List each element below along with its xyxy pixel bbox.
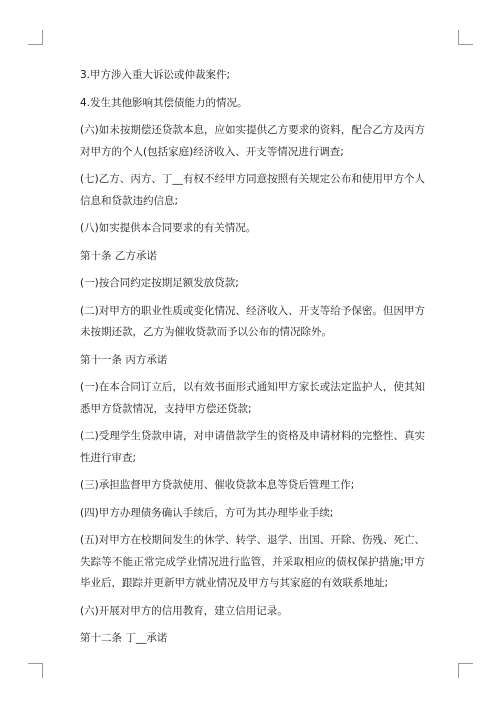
crop-mark-bottom-right	[458, 663, 473, 678]
article-11-clause-2: (二)受理学生贷款申请，对申请借款学生的资格及申请材料的完整性、真实性进行审查;	[80, 430, 425, 464]
paragraph-item-3: 3.甲方涉入重大诉讼或仲裁案件;	[80, 69, 231, 81]
article-10-heading: 第十条 乙方承诺	[80, 249, 157, 262]
article-11-heading: 第十一条 丙方承诺	[80, 353, 168, 366]
article-11-clause-6: (六)开展对甲方的信用教育，建立信用记录。	[80, 604, 288, 617]
article-12-heading: 第十二条 丁__承诺	[80, 632, 168, 644]
crop-mark-top-left	[28, 30, 43, 45]
article-11-clause-1: (一)在本合同订立后，以有效书面形式通知甲方家长或法定监护人，使其知悉甲方贷款情况，支持甲方偿还贷款;	[80, 381, 425, 415]
document-body	[80, 65, 425, 656]
crop-mark-bottom-left	[28, 663, 43, 678]
article-11-clause-3: (三)承担监督甲方贷款使用、催收贷款本息等贷后管理工作;	[80, 479, 355, 491]
crop-mark-top-right	[458, 30, 473, 45]
paragraph-item-4: 4.发生其他影响其偿债能力的情况。	[80, 96, 248, 109]
article-10-clause-2: (二)对甲方的职业性质或变化情况、经济收入、开支等给予保密。但因甲方未按期还款，乙方为催收贷款而予以公布的情况除外。	[80, 304, 425, 338]
article-11-clause-4: (四)甲方办理债务确认手续后，方可为其办理毕业手续;	[80, 506, 334, 519]
article-11-clause-5: (五)对甲方在校期间发生的休学、转学、退学、出国、开除、伤残、死亡、失踪等不能正常完成学业情况进行监管，并采取相应的债权保护措施;甲方毕业后，跟踪并更新甲方就业情况及甲方与其家庭的有效联系地址;	[80, 534, 425, 589]
paragraph-clause-7: (七)乙方、丙方、丁__有权不经甲方同意按照有关规定公布和使用甲方个人信息和贷款违约信息;	[80, 173, 425, 207]
article-10-clause-1: (一)按合同约定按期足额发放贷款;	[80, 277, 239, 289]
paragraph-clause-6: (六)如未按期偿还贷款本息，应如实提供乙方要求的资料，配合乙方及丙方对甲方的个人(包括家庭)经济收入、开支等情况进行调查;	[80, 124, 425, 158]
paragraph-clause-8: (八)如实提供本合同要求的有关情况。	[80, 222, 257, 234]
